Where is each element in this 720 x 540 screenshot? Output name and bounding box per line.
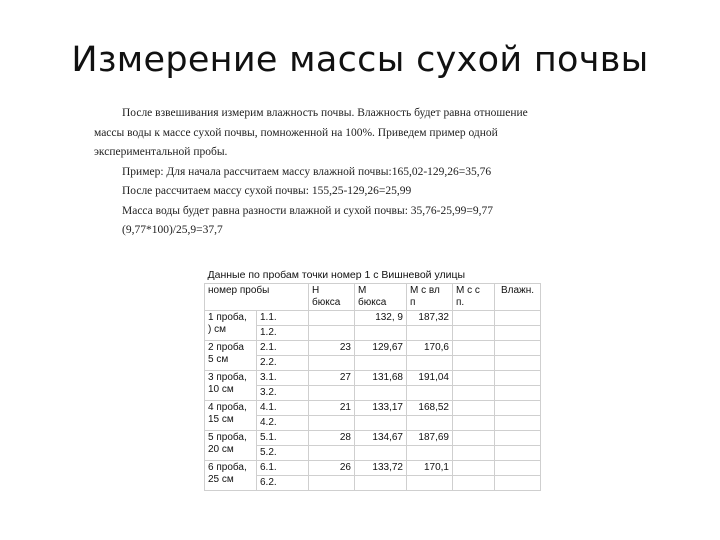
m-wet-cell: 187,32 <box>407 311 453 326</box>
probe-depth: 20 см <box>208 444 234 455</box>
m-dry-cell <box>453 476 495 491</box>
table-row <box>205 311 541 326</box>
humidity-cell <box>495 461 541 476</box>
m-dry-cell <box>453 341 495 356</box>
h-bjuksa-cell: 28 <box>309 431 355 446</box>
header-h-bjuksa: Н бюкса <box>309 284 355 311</box>
probe-depth: 25 см <box>208 474 234 485</box>
h-bjuksa-cell <box>309 446 355 461</box>
paragraph-line: После взвешивания измерим влажность почвы. Влажность будет равна отношение <box>122 107 528 119</box>
h-bjuksa-cell: 23 <box>309 341 355 356</box>
m-dry-cell <box>453 371 495 386</box>
humidity-cell <box>495 476 541 491</box>
h-bjuksa-cell <box>309 326 355 341</box>
probe-label: 3 проба, <box>208 372 247 383</box>
m-dry-cell <box>453 416 495 431</box>
probe-depth: ) см <box>208 324 226 335</box>
probe-label: 4 проба, <box>208 402 247 413</box>
m-bjuksa-cell <box>355 356 407 371</box>
paragraph-line: После рассчитаем массу сухой почвы: 155,25-129,26=25,99 <box>122 185 412 197</box>
sub-probe-cell: 4.1. <box>257 401 309 416</box>
table-row <box>205 371 541 386</box>
m-dry-cell <box>453 431 495 446</box>
m-wet-cell <box>407 416 453 431</box>
body-text <box>94 104 574 241</box>
header-m-bjuksa: М бюкса <box>355 284 407 311</box>
m-bjuksa-cell: 129,67 <box>355 341 407 356</box>
m-bjuksa-cell <box>355 476 407 491</box>
sub-probe-cell: 2.1. <box>257 341 309 356</box>
humidity-cell <box>495 431 541 446</box>
probe-label-cell <box>205 431 257 461</box>
header-m-wet-soil: М с вл п <box>407 284 453 311</box>
sub-probe-cell: 4.2. <box>257 416 309 431</box>
humidity-cell <box>495 446 541 461</box>
h-bjuksa-cell: 26 <box>309 461 355 476</box>
probe-depth: 15 см <box>208 414 234 425</box>
humidity-cell <box>495 356 541 371</box>
h-bjuksa-cell <box>309 416 355 431</box>
paragraph-line: экспериментальной пробы. <box>94 146 228 158</box>
humidity-cell <box>495 311 541 326</box>
m-bjuksa-cell: 133,17 <box>355 401 407 416</box>
h-bjuksa-cell: 21 <box>309 401 355 416</box>
m-bjuksa-cell <box>355 446 407 461</box>
m-bjuksa-cell <box>355 386 407 401</box>
sub-probe-cell: 5.1. <box>257 431 309 446</box>
humidity-cell <box>495 371 541 386</box>
m-bjuksa-cell: 131,68 <box>355 371 407 386</box>
sub-probe-cell: 1.1. <box>257 311 309 326</box>
header-humidity: Влажн. <box>495 284 541 311</box>
table-body <box>205 311 541 491</box>
sub-probe-cell: 3.1. <box>257 371 309 386</box>
m-dry-cell <box>453 386 495 401</box>
probe-depth: 5 см <box>208 354 229 365</box>
h-bjuksa-cell <box>309 311 355 326</box>
m-wet-cell <box>407 386 453 401</box>
paragraph-line: (9,77*100)/25,9=37,7 <box>122 224 223 236</box>
humidity-cell <box>495 326 541 341</box>
paragraph-line: Пример: Для начала рассчитаем массу влажной почвы:165,02-129,26=35,76 <box>122 165 492 178</box>
header-m-dry-soil: М с с п. <box>453 284 495 311</box>
probe-label-cell <box>205 371 257 401</box>
m-wet-cell: 191,04 <box>407 371 453 386</box>
humidity-cell <box>495 416 541 431</box>
h-bjuksa-cell <box>309 476 355 491</box>
m-wet-cell: 170,6 <box>407 341 453 356</box>
slide-title: Измерение массы сухой почвы <box>71 40 649 80</box>
m-dry-cell <box>453 446 495 461</box>
m-bjuksa-cell <box>355 326 407 341</box>
sub-probe-cell: 2.2. <box>257 356 309 371</box>
header-probe-number: номер пробы <box>205 284 309 311</box>
m-dry-cell <box>453 326 495 341</box>
table-row <box>205 461 541 476</box>
sub-probe-cell: 3.2. <box>257 386 309 401</box>
sub-probe-cell: 6.1. <box>257 461 309 476</box>
h-bjuksa-cell <box>309 356 355 371</box>
sub-probe-cell: 5.2. <box>257 446 309 461</box>
humidity-cell <box>495 341 541 356</box>
sub-probe-cell: 1.2. <box>257 326 309 341</box>
m-wet-cell: 187,69 <box>407 431 453 446</box>
probe-label: 5 проба, <box>208 432 247 443</box>
m-wet-cell <box>407 356 453 371</box>
m-dry-cell <box>453 401 495 416</box>
h-bjuksa-cell: 27 <box>309 371 355 386</box>
m-dry-cell <box>453 311 495 326</box>
table-row <box>205 401 541 416</box>
m-wet-cell: 168,52 <box>407 401 453 416</box>
data-table-wrapper <box>204 268 541 491</box>
m-wet-cell <box>407 476 453 491</box>
m-dry-cell <box>453 356 495 371</box>
m-bjuksa-cell <box>355 416 407 431</box>
probe-depth: 10 см <box>208 384 234 395</box>
probe-label-cell <box>205 401 257 431</box>
humidity-cell <box>495 386 541 401</box>
paragraph-line: Масса воды будет равна разности влажной и сухой почвы: 35,76-25,99=9,77 <box>122 204 493 217</box>
probe-label-cell <box>205 341 257 371</box>
m-bjuksa-cell: 133,72 <box>355 461 407 476</box>
m-bjuksa-cell: 134,67 <box>355 431 407 446</box>
probe-label: 1 проба, <box>208 312 247 323</box>
table-caption: Данные по пробам точки номер 1 с Вишневой улицы <box>207 269 466 281</box>
probe-label-cell <box>205 461 257 491</box>
m-wet-cell <box>407 326 453 341</box>
m-wet-cell <box>407 446 453 461</box>
m-dry-cell <box>453 461 495 476</box>
table-row <box>205 431 541 446</box>
probe-label: 2 проба <box>208 342 244 353</box>
h-bjuksa-cell <box>309 386 355 401</box>
table-row <box>205 341 541 356</box>
m-bjuksa-cell: 132, 9 <box>355 311 407 326</box>
sub-probe-cell: 6.2. <box>257 476 309 491</box>
probe-label-cell <box>205 311 257 341</box>
probe-label: 6 проба, <box>208 462 247 473</box>
data-table <box>204 268 541 491</box>
humidity-cell <box>495 401 541 416</box>
paragraph-line: массы воды к массе сухой почвы, помноженной на 100%. Приведем пример одной <box>94 126 498 139</box>
m-wet-cell: 170,1 <box>407 461 453 476</box>
